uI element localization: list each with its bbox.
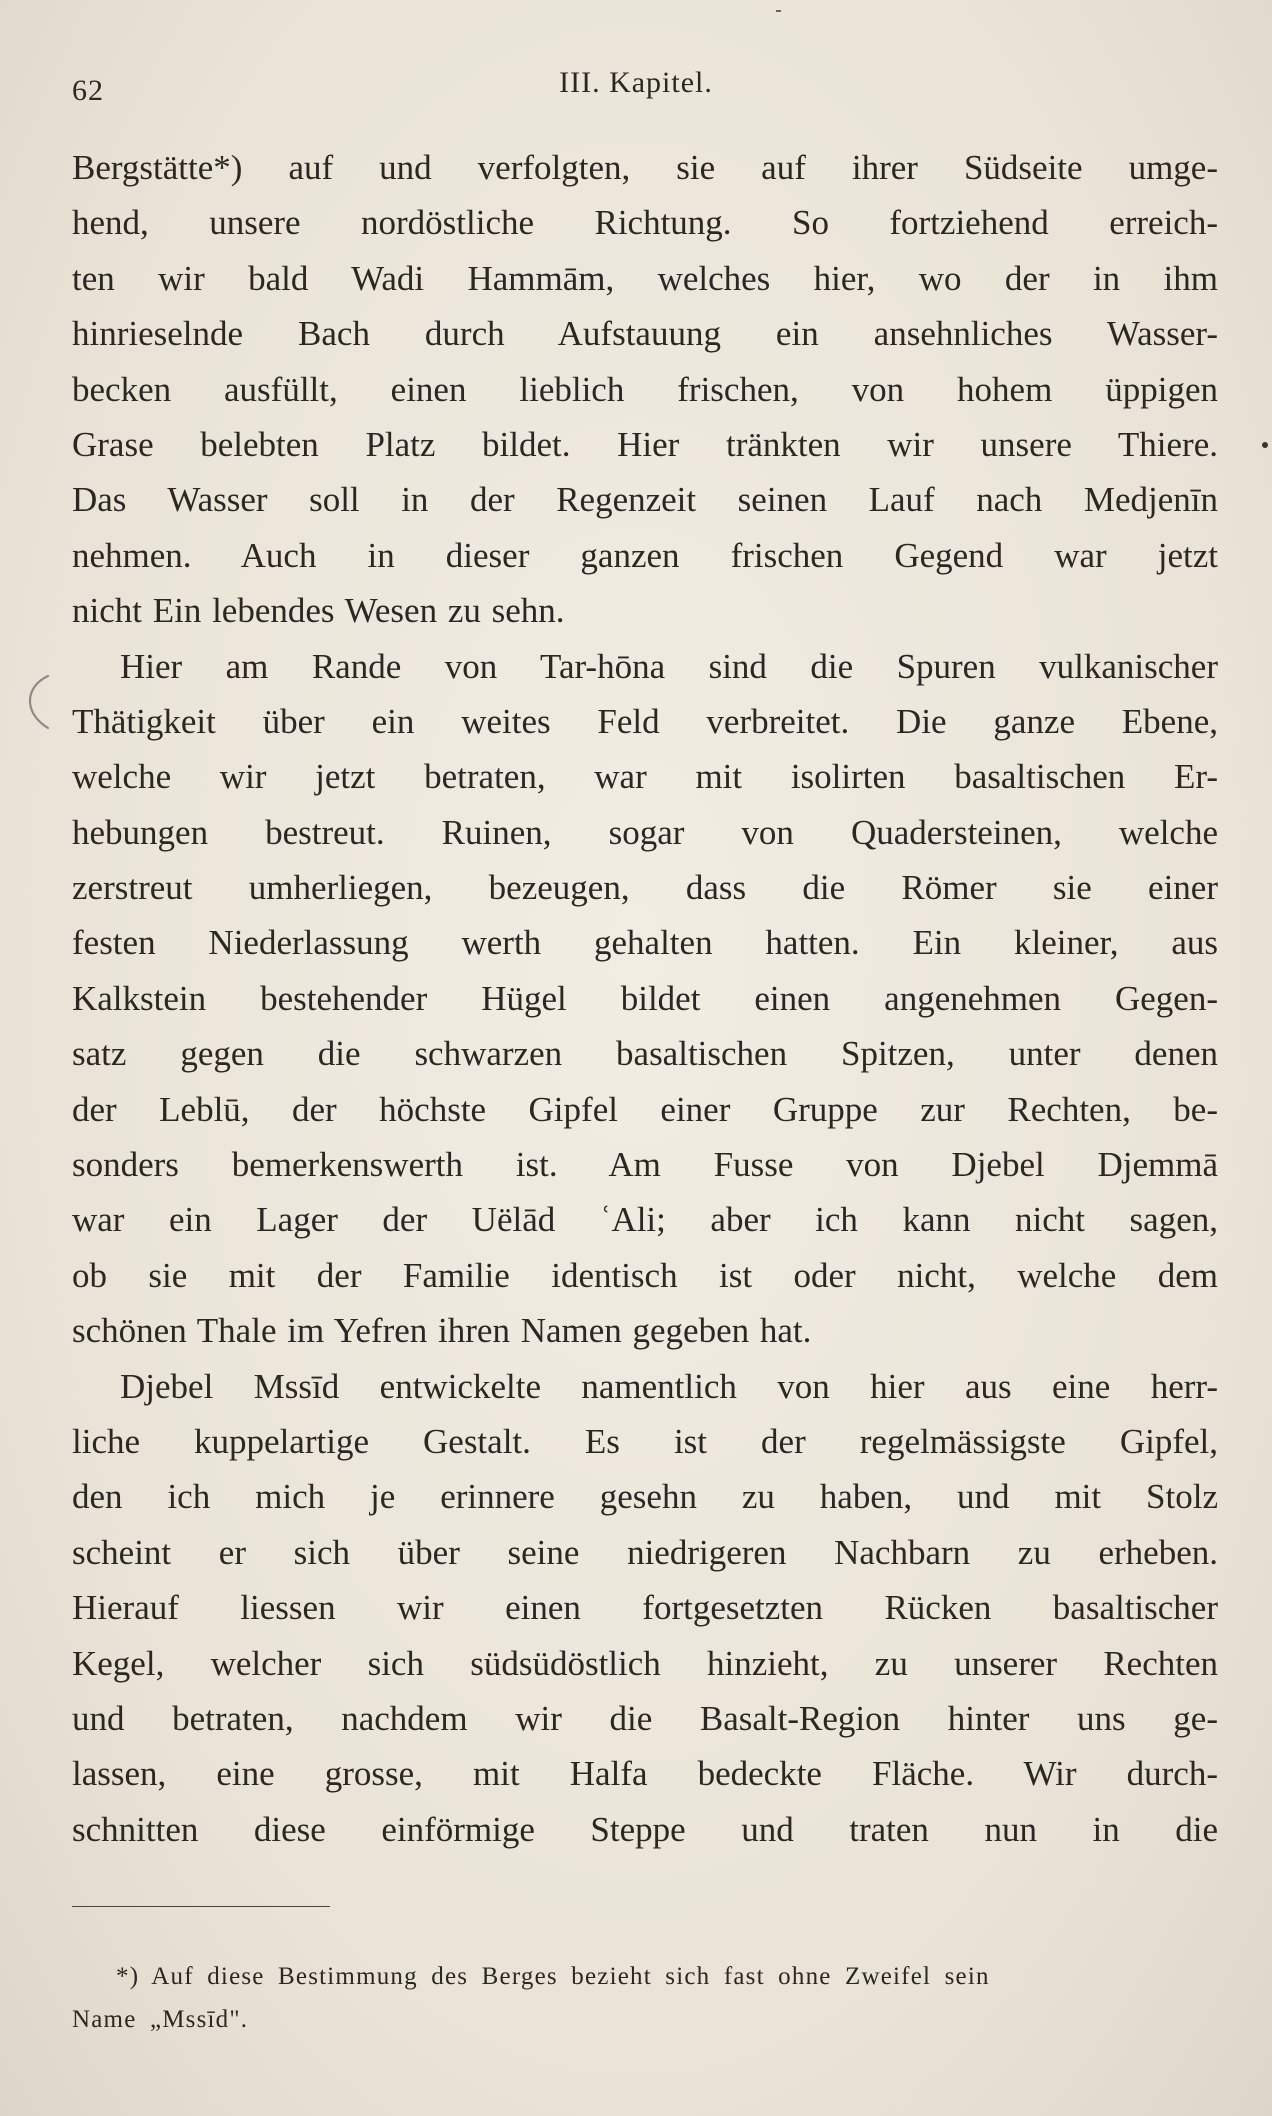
page-header xyxy=(72,66,1200,110)
text-line: becken ausfüllt, einen lieblich frischen, von hohem üppigen xyxy=(72,369,1218,409)
text-line: hend, unsere nordöstliche Richtung. So fortziehend erreich- xyxy=(72,203,1218,243)
text-line: scheint er sich über seine niedrigeren Nachbarn zu erheben. xyxy=(72,1532,1218,1572)
ink-dot xyxy=(1262,442,1268,448)
pencil-bracket-mark xyxy=(18,672,54,732)
text-line: satz gegen die schwarzen basaltischen Spitzen, unter denen xyxy=(72,1034,1218,1074)
print-speck xyxy=(776,10,781,12)
footnote-line: Name „Mssīd". xyxy=(72,2006,249,2033)
text-line: hebungen bestreut. Ruinen, sogar von Quadersteinen, welche xyxy=(72,812,1218,852)
text-line: festen Niederlassung werth gehalten hatten. Ein kleiner, aus xyxy=(72,923,1218,963)
footnote-line: *) Auf diese Bestimmung des Berges bezieht sich fast ohne Zweifel sein xyxy=(116,1963,990,1990)
text-line: sonders bemerkenswerth ist. Am Fusse von Djebel Djemmā xyxy=(72,1145,1218,1185)
text-line: ten wir bald Wadi Hammām, welches hier, wo der in ihm xyxy=(72,258,1218,298)
paragraph xyxy=(72,140,1218,639)
text-line: den ich mich je erinnere gesehn zu haben, und mit Stolz xyxy=(72,1477,1218,1517)
running-title: III. Kapitel. xyxy=(559,66,713,99)
footnote xyxy=(72,1955,1218,2041)
text-line: lassen, eine grosse, mit Halfa bedeckte Fläche. Wir durch- xyxy=(72,1754,1218,1794)
text-line: nicht Ein lebendes Wesen zu sehn. xyxy=(72,591,565,631)
paragraph xyxy=(72,639,1218,1359)
text-line: Bergstätte*) auf und verfolgten, sie auf ihrer Südseite umge- xyxy=(72,148,1218,187)
text-line: schnitten diese einförmige Steppe und traten nun in die xyxy=(72,1809,1218,1849)
text-line: Kegel, welcher sich südsüdöstlich hinzieht, zu unserer Rechten xyxy=(72,1643,1218,1683)
page-number: 62 xyxy=(72,74,104,107)
text-line: zerstreut umherliegen, bezeugen, dass die Römer sie einer xyxy=(72,868,1218,908)
footnote-divider xyxy=(72,1906,330,1907)
paragraph xyxy=(72,1359,1218,1858)
text-line: Hier am Rande von Tar-hōna sind die Spuren vulkanischer xyxy=(120,646,1218,686)
text-line: war ein Lager der Uëlād ʿAli; aber ich kann nicht sagen, xyxy=(72,1200,1218,1240)
body-text xyxy=(72,140,1218,1857)
text-line: hinrieselnde Bach durch Aufstauung ein ansehnliches Wasser- xyxy=(72,314,1218,354)
text-line: nehmen. Auch in dieser ganzen frischen Gegend war jetzt xyxy=(72,535,1218,575)
text-line: und betraten, nachdem wir die Basalt-Region hinter uns ge- xyxy=(72,1698,1218,1738)
text-line: schönen Thale im Yefren ihren Namen gegeben hat. xyxy=(72,1311,812,1351)
text-line: Kalkstein bestehender Hügel bildet einen angenehmen Gegen- xyxy=(72,978,1218,1018)
text-line: Hierauf liessen wir einen fortgesetzten Rücken basaltischer xyxy=(72,1588,1218,1628)
text-line: Thätigkeit über ein weites Feld verbreitet. Die ganze Ebene, xyxy=(72,701,1218,741)
text-line: Das Wasser soll in der Regenzeit seinen Lauf nach Medjenīn xyxy=(72,480,1218,520)
text-line: Djebel Mssīd entwickelte namentlich von hier aus eine herr- xyxy=(120,1366,1218,1406)
text-line: Grase belebten Platz bildet. Hier tränkten wir unsere Thiere. xyxy=(72,424,1218,464)
text-line: der Leblū, der höchste Gipfel einer Gruppe zur Rechten, be- xyxy=(72,1089,1218,1129)
text-line: welche wir jetzt betraten, war mit isolirten basaltischen Er- xyxy=(72,757,1218,797)
text-line: liche kuppelartige Gestalt. Es ist der regelmässigste Gipfel, xyxy=(72,1421,1218,1461)
text-line: ob sie mit der Familie identisch ist oder nicht, welche dem xyxy=(72,1255,1218,1295)
